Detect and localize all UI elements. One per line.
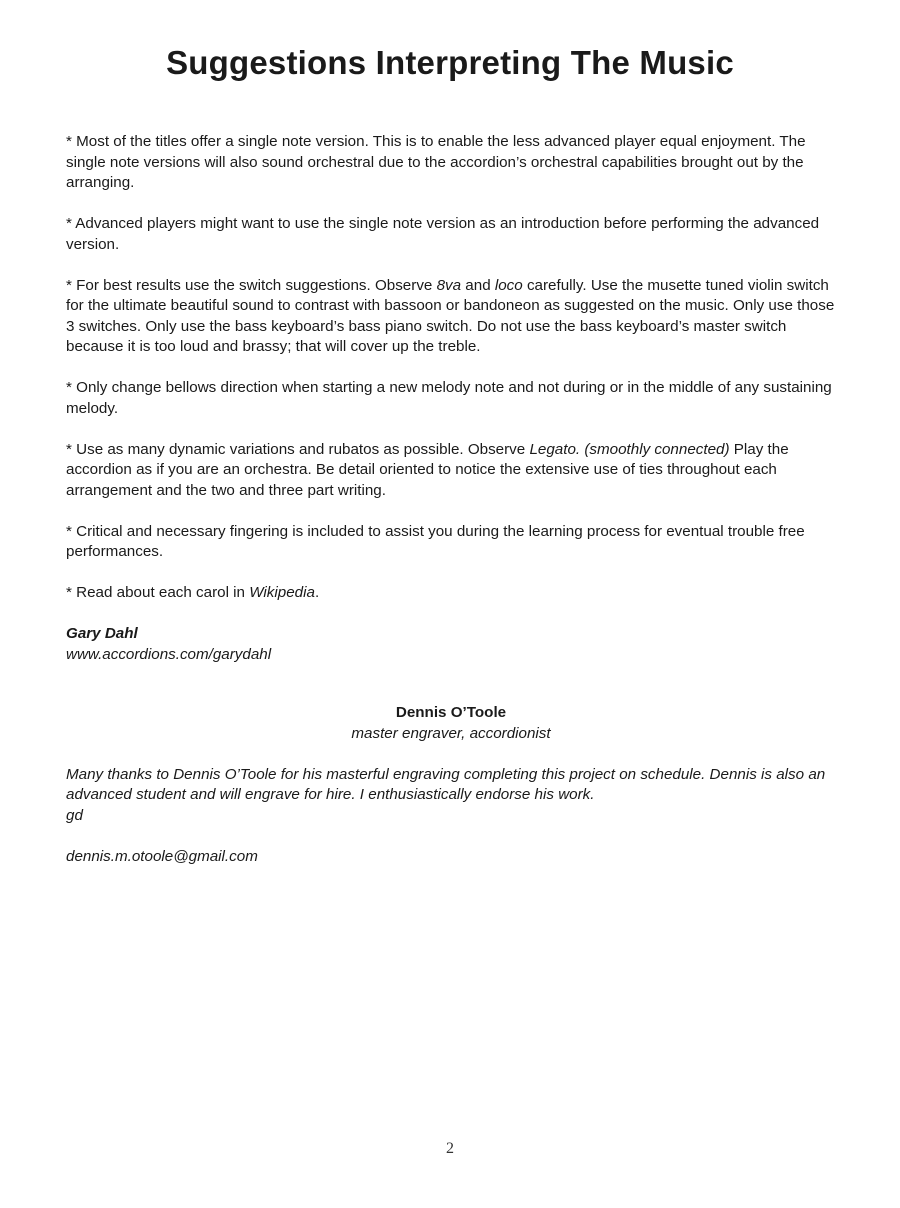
term-8va: 8va xyxy=(436,276,462,294)
document-body xyxy=(66,132,836,867)
engraver-email[interactable]: dennis.m.otoole@gmail.com xyxy=(66,847,258,865)
thanks-initials: gd xyxy=(66,806,83,824)
page-title: Suggestions Interpreting The Music xyxy=(166,44,734,81)
term-wikipedia: Wikipedia xyxy=(249,584,315,601)
suggestion-advanced-players: * Advanced players might want to use the single note version as an introduction before performing the advanced version. xyxy=(66,215,820,253)
term-legato: Legato. (smoothly connected) xyxy=(529,440,730,458)
suggestion-switches: * For best results use the switch suggestions. Observe 8va and loco carefully. Use the musette tuned violin switch for the ultimate beautiful sound to contrast with bassoon or bandoneon as suggested on the music. Only use those 3 switches. Only use the bass keyboard’s bass piano switch. Do not use the bass keyboard’s master switch because it is too loud and brassy; that will cover up the treble. xyxy=(66,276,835,355)
author-signature xyxy=(66,624,836,665)
term-loco: loco xyxy=(494,276,523,294)
engraver-credit xyxy=(66,703,836,744)
suggestion-single-note: * Most of the titles offer a single note version. This is to enable the less advanced player equal enjoyment. The single note versions will also sound orchestral due to the accordion’s orchestral capabilities brought out by the arranging. xyxy=(66,133,806,191)
suggestion-bellows: * Only change bellows direction when starting a new melody note and not during or in the middle of any sustaining melody. xyxy=(66,379,832,417)
engraver-thanks: Many thanks to Dennis O’Toole for his masterful engraving completing this project on schedule. Dennis is also an advanced student and will engrave for hire. I enthusiastically endorse his work. gd xyxy=(66,765,826,824)
author-name: Gary Dahl xyxy=(66,625,138,642)
engraver-name: Dennis O’Toole xyxy=(395,704,507,721)
engraver-role: master engraver, accordionist xyxy=(351,724,551,742)
suggestion-wikipedia: * Read about each carol in Wikipedia. xyxy=(66,584,320,601)
suggestion-dynamics: * Use as many dynamic variations and rubatos as possible. Observe Legato. (smoothly connected) Play the accordion as if you are an orchestra. Be detail oriented to notice the extensive use of ties throughout each arrangement and the two and three part writing. xyxy=(66,440,789,499)
suggestion-fingering: * Critical and necessary fingering is included to assist you during the learning process for eventual trouble free performances. xyxy=(66,522,805,560)
page-number: 2 xyxy=(446,1140,454,1157)
author-website[interactable]: www.accordions.com/garydahl xyxy=(66,645,272,663)
